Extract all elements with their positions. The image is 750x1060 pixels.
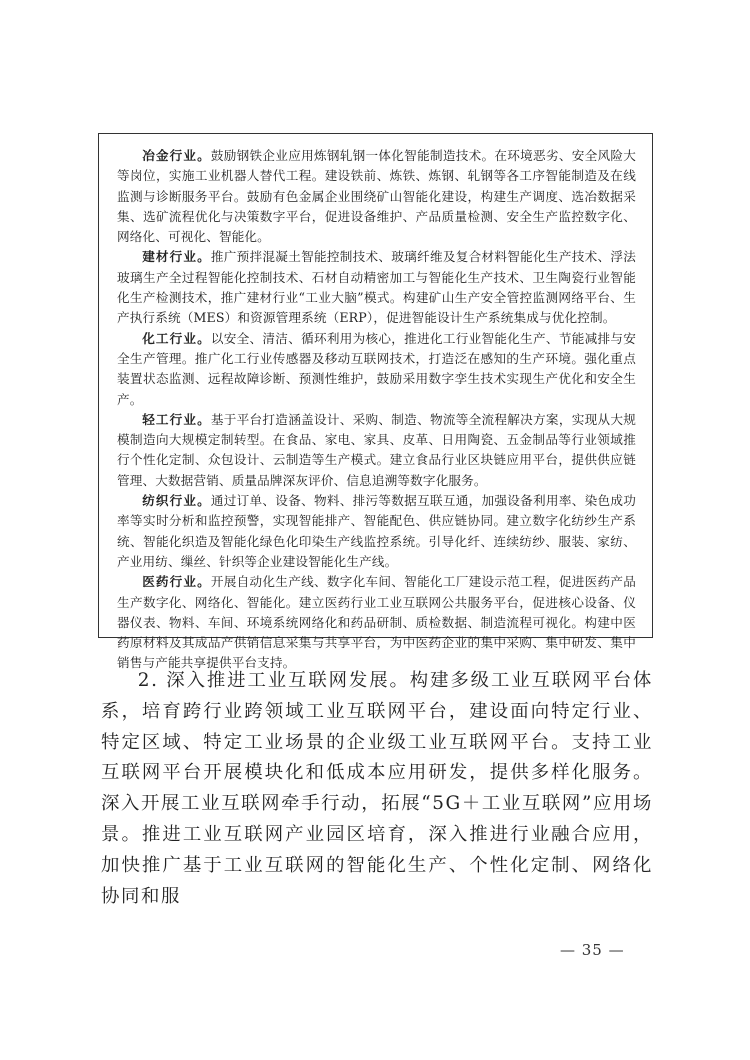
box-paragraph-textile [117, 491, 636, 572]
paragraph-lead: 医药行业。 [142, 574, 211, 590]
paragraph-text: 基于平台打造涵盖设计、采购、制造、物流等全流程解决方案，实现从大规模制造向大规模定制转型。在食品、家电、家具、皮革、日用陶瓷、五金制品等行业领域推行个性化定制、众包设计、云制造等生产模式。建立食品行业区块链应用平台，提供供应链管理、大数据营销、质量品牌深灰评价、信息追溯等数字化服务。 [117, 411, 636, 488]
paragraph-lead: 化工行业。 [142, 330, 211, 346]
paragraph-text: 鼓励钢铁企业应用炼钢轧钢一体化智能制造技术。在环境恶劣、安全风险大等岗位，实施工业机器人替代工程。建设铁前、炼铁、炼钢、轧钢等各工序智能制造及在线监测与诊断服务平台。鼓励有色金属企业围绕矿山智能化建设，构建生产调度、选冶数据采集、选矿流程优化与决策数字平台，促进设备维护、产品质量检测、安全生产监控数字化、网络化、可视化、智能化。 [117, 148, 636, 245]
paragraph-text: 推广预拌混凝土智能控制技术、玻璃纤维及复合材料智能化生产技术、浮法玻璃生产全过程智能化控制技术、石材自动精密加工与智能化生产技术、卫生陶瓷行业智能化生产检测技术，推广建材行业“工业大脑”模式。构建矿山生产安全管控监测网络平台、生产执行系统（MES）和资源管理系统（ERP），促进智能设计生产系统集成与优化控制。 [117, 249, 636, 326]
industry-box [98, 133, 653, 671]
paragraph-lead: 纺织行业。 [142, 493, 211, 509]
main-paragraph: 2. 深入推进工业互联网发展。构建多级工业互联网平台体系，培育跨行业跨领域工业互联网平台，建设面向特定行业、特定区域、特定工业场景的企业级工业互联网平台。支持工业互联网平台开展模块化和低成本应用研发，提供多样化服务。深入开展工业互联网牵手行动，拓展“5G＋工业互联网”应用场景。推进工业互联网产业园区培育，深入推进行业融合应用，加快推广基于工业互联网的智能化生产、个性化定制、网络化协同和服 [101, 670, 653, 907]
paragraph-lead: 冶金行业。 [142, 148, 211, 163]
box-paragraph-metallurgy [117, 146, 636, 247]
box-paragraph-building-materials [117, 247, 636, 328]
box-paragraph-chemical [117, 329, 636, 410]
paragraph-text: 以安全、清洁、循环利用为核心，推进化工行业智能化生产、节能减排与安全生产管理。推广化工行业传感器及移动互联网技术，打造泛在感知的生产环境。强化重点装置状态监测、远程故障诊断、预测性维护，鼓励采用数字孪生技术实现生产优化和安全生产。 [117, 330, 636, 407]
box-paragraph-pharmaceutical [117, 572, 636, 673]
paragraph-text: 开展自动化生产线、数字化车间、智能化工厂建设示范工程，促进医药产品生产数字化、网络化、智能化。建立医药行业工业互联网公共服务平台，促进核心设备、仪器仪表、物料、车间、环境系统网络化和药品研制、质检数据、制造流程可视化。构建中医药原材料及其成品产供销信息采集与共享平台，为中医药企业的集中采购、集中研发、集中销售与产能共享提供平台支持。 [117, 574, 636, 671]
paragraph-lead: 轻工行业。 [142, 411, 211, 427]
page-number: — 35 — [560, 941, 625, 959]
paragraph-text: 通过订单、设备、物料、排污等数据互联互通，加强设备利用率、染色成功率等实时分析和监控预警，实现智能排产、智能配色、供应链协同。建立数字化纺纱生产系统、智能化织造及智能化绿色化印染生产线监控系统。引导化纤、连续纺纱、服装、家纺、产业用纺、缫丝、针织等企业建设智能化生产线。 [117, 493, 636, 569]
paragraph-lead: 建材行业。 [142, 249, 211, 265]
box-paragraph-light-industry [117, 410, 636, 491]
